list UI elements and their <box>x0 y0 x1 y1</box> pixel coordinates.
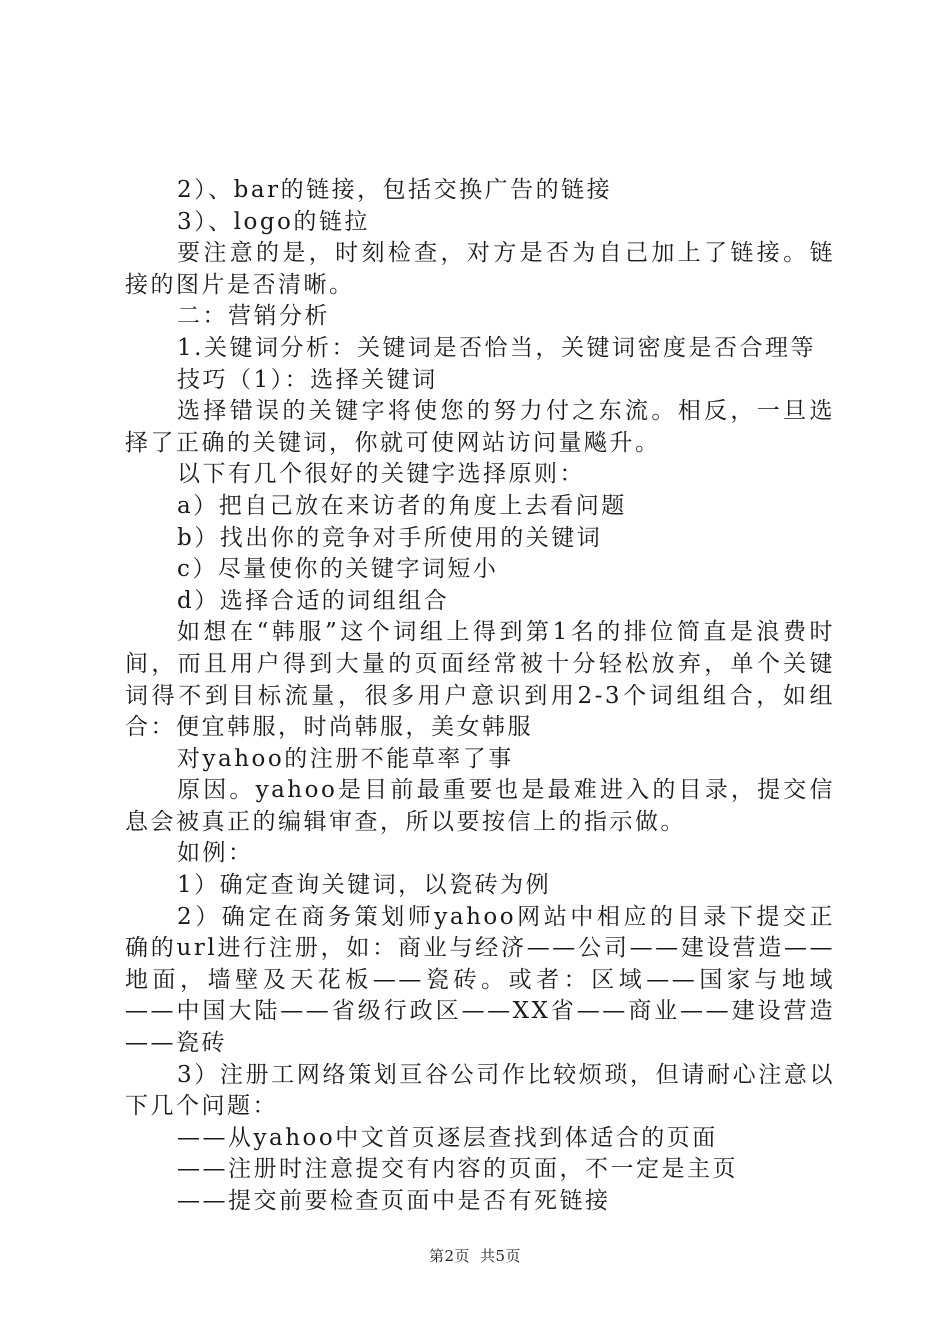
paragraph-21: ——注册时注意提交有内容的页面，不一定是主页 <box>177 1156 738 1183</box>
paragraph-15: 原因。yahoo是目前最重要也是最难进入的目录，提交信息会被真正的编辑审查，所以要按信上的指示做。 <box>125 777 835 835</box>
paragraph-11: c）尽量使你的关键字词短小 <box>177 556 499 583</box>
paragraph-19: 3）注册工网络策划亘谷公司作比较烦琐，但请耐心注意以下几个问题： <box>125 1061 835 1120</box>
paragraph-6: 技巧（1）：选择关键词 <box>177 366 438 393</box>
paragraph-16: 如例： <box>177 840 254 867</box>
page-total: 共5页 <box>480 1247 522 1265</box>
paragraph-13: 如想在“韩服”这个词组上得到第1名的排位简直是浪费时间，而且用户得到大量的页面经常被十分轻松放弃，单个关键词得不到目标流量，很多用户意识到用2-3个词组组合，如组合：便宜韩服，时尚韩服，美女韩服 <box>125 619 835 741</box>
paragraph-2: 3）、logo的链拉 <box>177 208 370 235</box>
paragraph-4: 二：营销分析 <box>177 303 330 330</box>
paragraph-1: 2）、bar的链接，包括交换广告的链接 <box>177 177 613 203</box>
paragraph-20: ——从yahoo中文首页逐层查找到体适合的页面 <box>177 1124 718 1151</box>
paragraph-22: ——提交前要检查页面中是否有死链接 <box>177 1188 611 1214</box>
paragraph-10: b）找出你的竞争对手所使用的关键词 <box>177 524 603 551</box>
paragraph-14: 对yahoo的注册不能草率了事 <box>177 745 514 772</box>
paragraph-3: 要注意的是，时刻检查，对方是否为自己加上了链接。链接的图片是否清晰。 <box>125 240 835 298</box>
paragraph-9: a）把自己放在来访者的角度上去看问题 <box>177 492 627 519</box>
paragraph-18: 2）确定在商务策划师yahoo网站中相应的目录下提交正确的url进行注册，如：商业与经济——公司——建设营造——地面，墙壁及天花板——瓷砖。或者：区域——国家与地域——中国大陆——省级行政区——XX省——商业——建设营造——瓷砖 <box>125 903 835 1057</box>
paragraph-8: 以下有几个很好的关键字选择原则： <box>177 461 585 488</box>
page-number: 第2页 <box>428 1247 470 1265</box>
document-body <box>125 175 835 1218</box>
paragraph-12: d）选择合适的词组组合 <box>177 587 450 614</box>
paragraph-5: 1.关键词分析：关键词是否恰当，关键词密度是否合理等 <box>177 334 816 361</box>
paragraph-17: 1）确定查询关键词，以瓷砖为例 <box>177 872 552 899</box>
page-footer <box>0 1245 950 1266</box>
paragraph-7: 选择错误的关键字将使您的努力付之东流。相反，一旦选择了正确的关键词，你就可使网站访问量飚升。 <box>125 398 835 456</box>
